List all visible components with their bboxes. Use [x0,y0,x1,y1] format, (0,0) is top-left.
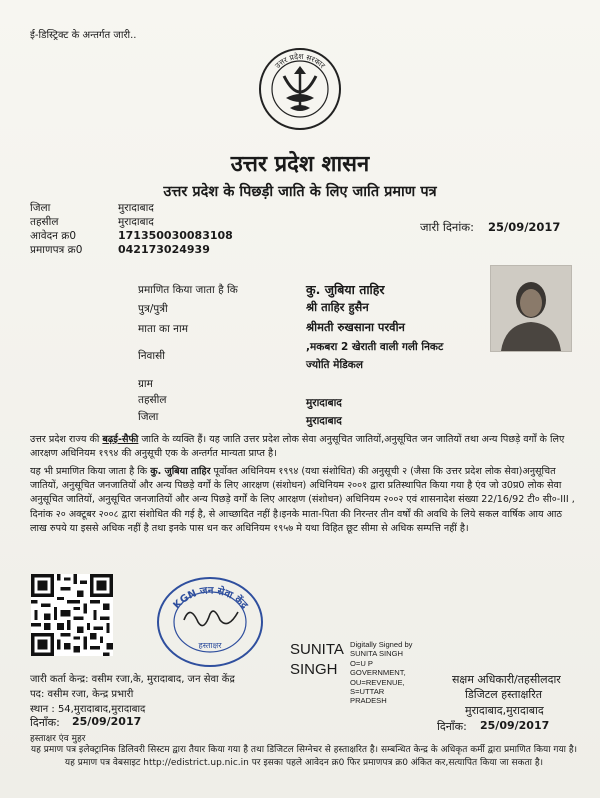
signer-last-name: SINGH [290,661,338,678]
verification-footer: यह प्रमाण पत्र इलेक्ट्रानिक डिलिवरी सिस्टम द्वारा तैयार किया गया है तथा डिजिटल सिग्नेचर से हस्ताक्षरित है। सम्बन्धित केन्द्र के अधिकृत कर्मी द्वारा प्रमाणित किया गया है। यह प्रमाण पत्र वेबसाइट http://edistrict.up.nic.in पर इसका पहले आवेदन क्र0 फिर प्रमाणपत्र क्र0 अंकित कर,सत्यापित किया जा सकता है। [30,745,578,768]
parent-label: पुत्र/पुत्री [138,303,168,315]
district-label: जिला [30,202,51,214]
officer-place: मुरादाबाद,मुरादाबाद [465,704,544,717]
resident-label: निवासी [138,350,165,362]
detail-district-label: जिला [138,411,159,423]
caste-paragraph-post: जाति के व्यक्ति हैं। यह जाति उत्तर प्रदेश लोक सेवा अनुसूचित जातियों,अनुसूचित जन जातियों तथा अन्य पिछड़े वर्गों के लिए आरक्षण अधिनियम १९९४ की अनुसूची एक के अन्तर्गत मान्यता प्राप्त है। [30,434,565,460]
jan-seva-kendra-stamp-icon [148,570,273,668]
issuer-sign-label: हस्ताक्षर एंव मुहर [30,734,86,744]
issuer-post: पद: वसीम रजा, केन्द्र प्रभारी [30,689,134,700]
up-government-emblem-icon [256,46,344,132]
signature-meta-line: S=UTTAR [350,687,385,697]
eligibility-paragraph [30,465,578,536]
caste-name: बढ़ई-सैफी [102,434,139,445]
eligibility-paragraph-post: पूर्वोक्त अधिनियम १९९४ (यथा संशोधित) की अनुसूची २ (जैसा कि उत्तर प्रदेश लोक सेवा)अनुसूचित जातियों, अनुसूचित जनजातियों और अन्य पिछड़े वर्गों के लिए आरक्षण (संशोधन) अधिनियम २००१ द्वारा प्रतिस्थापित किया गया है एंव जो उ0प्र0 लोक सेवा अनुसूचित जातियों, अनुसूचित जनजातियों और अन्य पिछड़े वर्गों के लिए आरक्षण (संशोधन) अधिनियम २००२ एवं शासनादेश संख्या 22/16/92 टी० सी०-III , दिनांक २० अक्टूबर २००८ द्वारा संशोधित की गई है, से आच्छादित नहीं है।इनके माता-पिता की निरन्तर तीन वर्षों की अवधि के लिये सकल वार्षिक आय आठ लाख रुपये या इससे अधिक नहीं है तथा इनके पास धन कर अधिनियम १९५७ मे यथा विहित छूट सीमा से अधिक सम्पत्ति नहीं है। [30,466,575,534]
officer-date-label: दिनाँक: [437,720,467,733]
address-line-2: ज्योति मेडिकल [306,359,363,371]
detail-tehsil-label: तहसील [138,394,167,406]
eligibility-paragraph-pre: यह भी प्रमाणित किया जाता है कि [30,466,151,477]
mother-label: माता का नाम [138,323,188,335]
digital-signature-details [350,640,412,706]
caste-paragraph-pre: उत्तर प्रदेश राज्य की [30,434,103,445]
signature-meta-line: OU=REVENUE, [350,677,405,687]
caste-paragraph [30,433,578,461]
district-value: मुरादाबाद [118,202,154,214]
page-title: उत्तर प्रदेश शासन [230,152,370,177]
signature-meta-line: SUNITA SINGH [350,649,404,659]
issuer-place: स्थान : 54,मुरादाबाद,मुरादाबाद [30,704,146,715]
emblem-ring-text: उत्तर प्रदेश सरकार [273,51,327,71]
stamp-inner-text: हस्ताक्षर [198,641,222,650]
mother-name: श्रीमती रुखसाना परवीन [306,320,405,334]
officer-date-value: 25/09/2017 [480,719,550,732]
signature-meta-line: Digitally Signed by [350,640,413,649]
father-name: श्री ताहिर हुसैन [306,300,369,314]
address-line-1: ,मकबरा 2 खेराती वाली गली निकट [306,341,444,353]
applicant-name: कु. जुबिया ताहिर [306,282,385,297]
qr-code-icon [31,574,113,656]
issuer-date-label: दिनाँक: [30,716,60,729]
officer-sign: डिजिटल हस्ताक्षरित [465,688,542,701]
digital-signature-name [290,640,344,680]
tehsil-value: मुरादाबाद [118,216,154,228]
issuer-date-value: 25/09/2017 [72,715,142,728]
svg-text:KGN जन सेवा केंद्र [172,584,250,612]
signature-meta-line: GOVERNMENT, [350,668,406,678]
certificate-subtitle: उत्तर प्रदेश के पिछड़ी जाति के लिए जाति प्रमाण पत्र [163,184,437,200]
edistrict-note: ई-डिस्ट्रिक्ट के अन्तर्गत जारी.. [30,30,137,41]
detail-tehsil-value: मुरादाबाद [306,397,342,409]
certificate-number: 042173024939 [118,243,210,256]
issue-date-label: जारी दिनांक: [420,220,475,234]
detail-district-value: मुरादाबाद [306,415,342,427]
application-number: 171350030083108 [118,229,233,242]
issue-date-value: 25/09/2017 [488,220,561,234]
issuer-center: जारी कर्ता केन्द्र: वसीम रजा,के, मुरादाबाद, जन सेवा केंद्र [30,674,235,685]
eligibility-applicant-name: कु. जुबिया ताहिर [150,466,211,477]
stamp-ring-text: KGN जन सेवा केंद्र [171,585,250,612]
village-label: ग्राम [138,378,153,390]
signer-first-name: SUNITA [290,641,344,658]
signature-meta-line: O=U P [350,658,374,668]
officer-title: सक्षम अधिकारी/तहसीलदार [452,673,561,686]
signature-meta-line: PRADESH [350,696,387,706]
tehsil-label: तहसील [30,216,59,228]
certify-label: प्रमाणित किया जाता है कि [138,284,238,296]
application-label: आवेदन क्र0 [30,230,77,242]
applicant-photo [490,265,572,352]
certificate-number-label: प्रमाणपत्र क्र0 [30,244,83,256]
